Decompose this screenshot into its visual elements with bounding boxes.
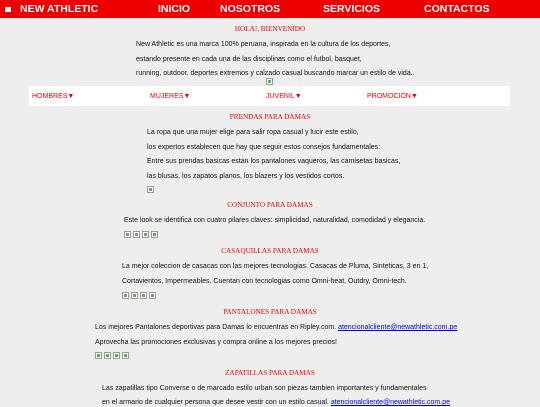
pantalones-line: Aprovecha las promociones exclusivas y compra online a los mejores precios! xyxy=(95,339,337,346)
nav-contactos[interactable]: CONTACTOS xyxy=(424,3,490,15)
welcome-heading: HOLA!, BIENVENIDO xyxy=(234,25,306,33)
zapatillas-text: en el armario de cualquier persona que desee vestir con un estilo casual. xyxy=(102,399,329,406)
casaquillas-line: Cortavientos, Impermeables. Cuentan con tecnologias como Omni-heat, Outdry, Omni-tech. xyxy=(122,278,407,285)
broken-image-icon xyxy=(147,186,154,193)
email-link[interactable]: atencionalcliente@newathletic.com.pe xyxy=(338,324,458,331)
conjunto-line: Este look se identifica con cuatro pilares claves: simplicidad, naturalidad, comodidad y elegancia. xyxy=(124,217,426,224)
pantalones-text: Los mejores Pantalones deportivas para Damas lo encuentras en Ripley.com. xyxy=(95,324,337,331)
prendas-line: las blusas, los zapatos planos, los blazers y los vestidos cortos. xyxy=(147,173,345,180)
zapatillas-line xyxy=(102,398,450,407)
nav-servicios[interactable]: SERVICIOS xyxy=(323,3,380,15)
casaquillas-line: La mejor coleccion de casacas con las mejores tecnologias. Casacas de Pluma, Sinteticas, 3 en 1, xyxy=(122,263,429,270)
nav-inicio[interactable]: INICIO xyxy=(158,3,191,15)
zapatillas-line: Las zapatillas tipo Converse o de marcado estilo urban son piezas tambien importantes y fundamentales xyxy=(102,385,427,392)
broken-image-icon xyxy=(95,352,102,359)
prendas-line: La ropa que una mujer elige para salir ropa casual y lucir este estilo, xyxy=(147,129,359,136)
email-link[interactable]: atencionalcliente@newathletic.com.pe xyxy=(330,399,450,406)
broken-image-icon xyxy=(266,78,273,85)
intro-line: running, outdoor, deportes extremos y calzado casual buscando marcar un estilo de vida.. xyxy=(136,70,415,77)
intro-line: estando presente en cada una de las disciplinas como el futbol, basquet, xyxy=(136,56,362,63)
subnav-promocion[interactable]: PROMOCION▼ xyxy=(367,93,418,100)
casaquillas-heading: CASAQUILLAS PARA DAMAS xyxy=(221,247,319,255)
broken-image-icon xyxy=(133,231,140,238)
category-subnav xyxy=(29,86,510,106)
zapatillas-heading: ZAPATILLAS PARA DAMAS xyxy=(225,369,315,377)
broken-image-icon xyxy=(131,292,138,299)
prendas-line: los expertos establecen que hay que seguir estos consejos fundamentales: xyxy=(147,144,381,151)
top-navbar xyxy=(0,0,540,18)
nav-nosotros[interactable]: NOSOTROS xyxy=(220,3,281,15)
broken-image-icon xyxy=(149,292,156,299)
broken-image-icon xyxy=(142,231,149,238)
broken-image-icon xyxy=(122,352,129,359)
pantalones-line xyxy=(95,323,457,332)
broken-image-icon xyxy=(104,352,111,359)
brand-link[interactable]: NEW ATHLETIC xyxy=(20,3,99,15)
prendas-heading: PRENDAS PARA DAMAS xyxy=(229,113,311,121)
subnav-hombres[interactable]: HOMBRES▼ xyxy=(32,93,75,100)
broken-image-icon xyxy=(122,292,129,299)
intro-line: New Athletic es una marca 100% peruana, inspirada en la cultura de los deportes, xyxy=(136,41,391,48)
prendas-line: Entre sus prendas basicas estan los pantalones vaqueros, las camisetas basicas, xyxy=(147,158,401,165)
conjunto-heading: CONJUNTO PARA DAMAS xyxy=(227,201,313,209)
broken-image-icon xyxy=(140,292,147,299)
subnav-mujeres[interactable]: MUJERES▼ xyxy=(150,93,191,100)
broken-image-icon xyxy=(113,352,120,359)
subnav-juvenil[interactable]: JUVENIL▼ xyxy=(266,93,302,100)
broken-image-icon xyxy=(151,231,158,238)
logo-icon xyxy=(5,7,11,12)
pantalones-heading: PANTALONES PARA DAMAS xyxy=(223,308,317,316)
broken-image-icon xyxy=(124,231,131,238)
